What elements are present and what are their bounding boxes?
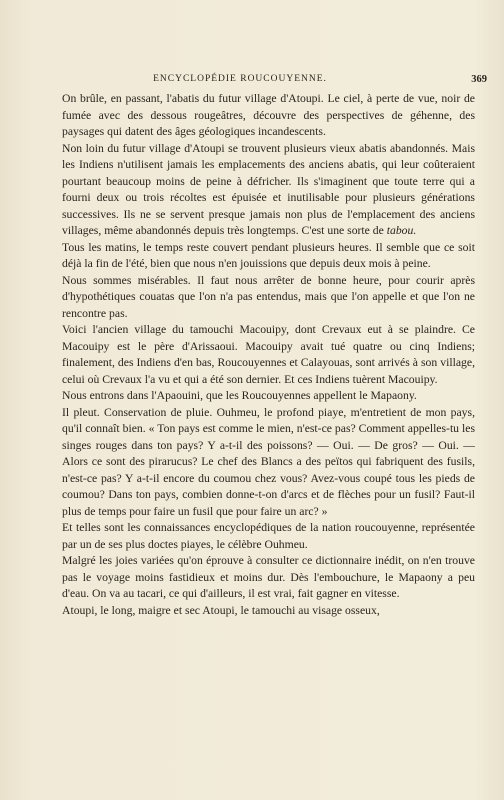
paragraph [62,141,475,240]
page-number: 369 [471,74,487,85]
running-title: ENCYCLOPÉDIE ROUCOUYENNE. [153,74,327,84]
paragraph: Malgré les joies variées qu'on éprouve à consulter ce dictionnaire inédit, on n'en trouve pas le voyage moins fastidieux et moins dur. Dès l'embouchure, le Mapaony a peu d'eau. On va au tacari, ce qui d'ailleurs, il est vrai, fait gagner en vitesse. [62,554,475,600]
paragraph: Tous les matins, le temps reste couvert pendant plusieurs heures. Il semble que ce soit déjà la fin de l'été, bien que nous n'en jouissions que depuis deux mois à peine. [62,240,475,270]
paragraph: Nous sommes misérables. Il faut nous arrêter de bonne heure, pour courir après d'hypothétiques couatas que l'on n'a pas entendus, mais que l'on appelle et que l'on ne rencontre pas. [62,273,475,320]
italic-term: tabou. [386,224,417,237]
paragraph: Nous entrons dans l'Apaouini, que les Roucouyennes appellent le Mapaony. [62,389,417,402]
page-header [0,74,504,88]
paragraph-text: Non loin du futur village d'Atoupi se trouvent plusieurs vieux abatis abandonnés. Mais les Indiens n'utilisent jamais les emplacements des anciens abatis, qui leur coûteraient pourtant beaucoup moins de peine à défricher. Ils s'imaginent que toute terre qui a fourni deux ou trois récoltes est épuisée et inutilisable pour plusieurs générations successives. Ils ne se servent presque jamais non plus de l'emplacement des anciens villages, même abandonnés depuis très longtemps. C'est une sorte de [62,141,475,237]
body-text [62,91,475,619]
paragraph: On brûle, en passant, l'abatis du futur village d'Atoupi. Le ciel, à perte de vue, noir de fumée avec des dessous rougeâtres, découvre des perspectives de géhenne, des paysages qui datent des âges géologiques incandescents. [62,92,475,138]
paragraph: Atoupi, le long, maigre et sec Atoupi, le tamouchi au visage osseux, [62,603,380,617]
paragraph: Il pleut. Conservation de pluie. Ouhmeu, le profond piaye, m'entretient de mon pays, qu'il connaît bien. « Ton pays est comme le mien, n'est-ce pas? Comment appelles-tu les singes rouges dans ton pays? Y a-t-il des poissons? — Oui. — De gros? — Oui. — Alors ce sont des pirarucus? Le chef des Blancs a des peïtos qui fabriquent des fusils, n'est-ce pas? Y a-t-il encore du coumou chez vous? Avez-vous coupé tous les pieds de coumou? Dans ton pays, combien donne-t-on d'arcs et de flèches pour un fusil? Faut-il plus de temps pour faire un fusil que pour faire un arc? » [62,405,475,518]
paragraph: Voici l'ancien village du tamouchi Macouipy, dont Crevaux eut à se plaindre. Ce Macouipy est le père d'Arissaoui. Macouipy avait tué quatre ou cinq Indiens; finalement, des Indiens d'en bas, Roucouyennes et Calayouas, sont arrivés à son village, celui où Crevaux l'a vu et qui a été son dernier. Et ces Indiens tuèrent Macouipy. [62,323,475,386]
paragraph: Et telles sont les connaissances encyclopédiques de la nation roucouyenne, représentée par un de ses plus doctes piayes, le célèbre Ouhmeu. [62,521,475,551]
